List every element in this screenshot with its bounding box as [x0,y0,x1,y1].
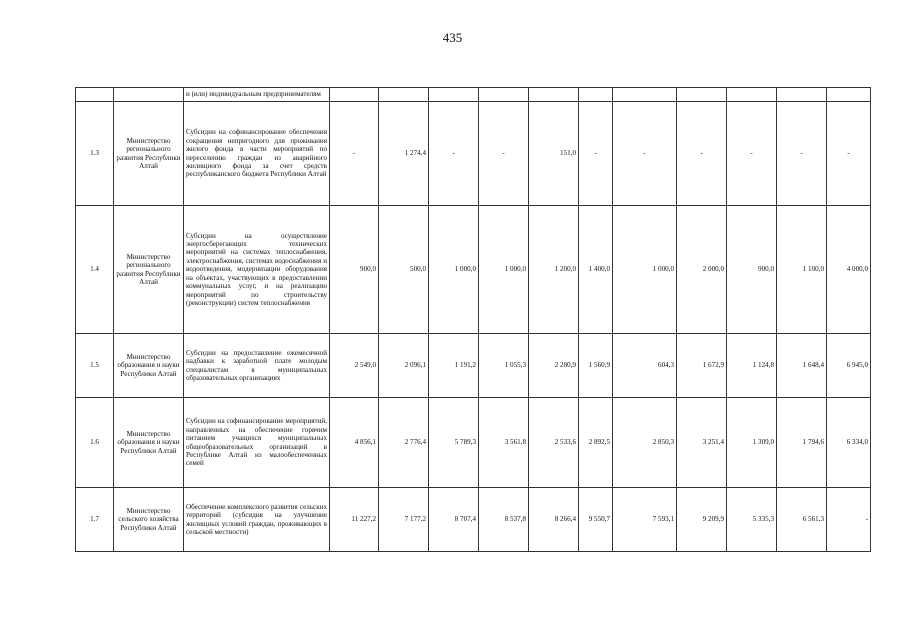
value-cell: 2 533,6 [529,398,579,488]
description-cell: Субсидии на осуществление энергосберегающих технических мероприятий на системах теплоснабжения, электроснабжения, системах водоснабжения и водоотведения, модернизации оборудования на объектах, участвующих в предоставлении коммунальных услуг, и на реализацию мероприятий по строительству (реконструкции) систем теплоснабжения [184,206,330,334]
value-cell: 6 945,0 [827,334,871,398]
value-cell: 11 227,2 [330,488,379,552]
row-index-cell: 1.4 [76,206,114,334]
value-cell: 1 055,3 [479,334,529,398]
table-row [76,488,871,552]
value-cell: - [479,102,529,206]
value-cell: 9 209,9 [677,488,727,552]
ministry-cell: Министерство образования и науки Республики Алтай [114,398,184,488]
value-cell [330,88,379,102]
value-cell: 2 096,1 [379,334,429,398]
value-cell [727,88,777,102]
description-cell: Субсидии на софинансирование обеспечения сокращения непригодного для проживания жилого фонда в части мероприятий по переселению граждан из аварийного жилищного фонда за счет средств республиканского бюджета Республики Алтай [184,102,330,206]
value-cell: 1 100,0 [777,206,827,334]
value-cell: 1 000,0 [429,206,479,334]
value-cell: 5 335,3 [727,488,777,552]
value-cell: 9 550,7 [579,488,613,552]
value-cell: 6 561,3 [777,488,827,552]
row-index-cell: 1.7 [76,488,114,552]
row-index-cell: 1.5 [76,334,114,398]
description-cell: Субсидии на предоставление ежемесячной надбавки к заработной плате молодым специалистам в муниципальных образовательных организациях [184,334,330,398]
value-cell: 500,0 [379,206,429,334]
value-cell: 2 850,3 [613,398,677,488]
value-cell: - [579,102,613,206]
value-cell: - [330,102,379,206]
value-cell: 1 400,0 [579,206,613,334]
value-cell: 2 549,0 [330,334,379,398]
value-cell: 2 776,4 [379,398,429,488]
value-cell: 3 251,4 [677,398,727,488]
value-cell: 7 177,2 [379,488,429,552]
value-cell: 900,0 [727,206,777,334]
value-cell [677,88,727,102]
ministry-cell: Министерство регионального развития Республики Алтай [114,102,184,206]
value-cell: 8 707,4 [429,488,479,552]
table-row [76,334,871,398]
ministry-cell [114,88,184,102]
value-cell: 8 266,4 [529,488,579,552]
value-cell: - [429,102,479,206]
table-row [76,206,871,334]
description-cell: и (или) индивидуальным предпринимателям [184,88,330,102]
value-cell: 6 334,0 [827,398,871,488]
value-cell: - [727,102,777,206]
value-cell: 1 560,9 [579,334,613,398]
value-cell: - [613,102,677,206]
value-cell: 900,0 [330,206,379,334]
value-cell: - [827,102,871,206]
value-cell: 1 648,4 [777,334,827,398]
value-cell: 8 537,8 [479,488,529,552]
value-cell: 4 856,1 [330,398,379,488]
value-cell: 1 124,8 [727,334,777,398]
value-cell [827,88,871,102]
value-cell: 1 794,6 [777,398,827,488]
value-cell [613,88,677,102]
row-index-cell: 1.3 [76,102,114,206]
ministry-cell: Министерство сельского хозяйства Республики Алтай [114,488,184,552]
value-cell: 2 892,5 [579,398,613,488]
value-cell: 151,0 [529,102,579,206]
value-cell [579,88,613,102]
value-cell: 3 561,8 [479,398,529,488]
value-cell: 1 200,0 [529,206,579,334]
value-cell: - [677,102,727,206]
value-cell: 2 000,0 [677,206,727,334]
value-cell: 1 000,0 [613,206,677,334]
value-cell: 1 000,0 [479,206,529,334]
value-cell: 604,3 [613,334,677,398]
value-cell: 2 280,9 [529,334,579,398]
value-cell: - [827,488,871,552]
value-cell: 1 274,4 [379,102,429,206]
description-cell: Субсидии на софинансирование мероприятий, направленных на обеспечение горячим питанием учащихся муниципальных общеобразовательных организаций в Республике Алтай из малообеспеченных семей [184,398,330,488]
value-cell: 5 789,3 [429,398,479,488]
ministry-cell: Министерство регионального развития Республики Алтай [114,206,184,334]
value-cell: 1 191,2 [429,334,479,398]
page-number: 435 [442,30,463,45]
value-cell [529,88,579,102]
row-index-cell: 1.6 [76,398,114,488]
budget-table [75,87,871,552]
value-cell [777,88,827,102]
value-cell: 7 593,1 [613,488,677,552]
ministry-cell: Министерство образования и науки Республики Алтай [114,334,184,398]
value-cell [429,88,479,102]
value-cell [379,88,429,102]
table-row [76,88,871,102]
table-row [76,398,871,488]
table-row [76,102,871,206]
value-cell: - [777,102,827,206]
value-cell: 4 000,0 [827,206,871,334]
row-index-cell [76,88,114,102]
description-cell: Обеспечение комплексного развития сельских территорий (субсидия на улучшение жилищных условий граждан, проживающих в сельской местности) [184,488,330,552]
value-cell: 1 672,9 [677,334,727,398]
value-cell [479,88,529,102]
value-cell: 1 309,0 [727,398,777,488]
